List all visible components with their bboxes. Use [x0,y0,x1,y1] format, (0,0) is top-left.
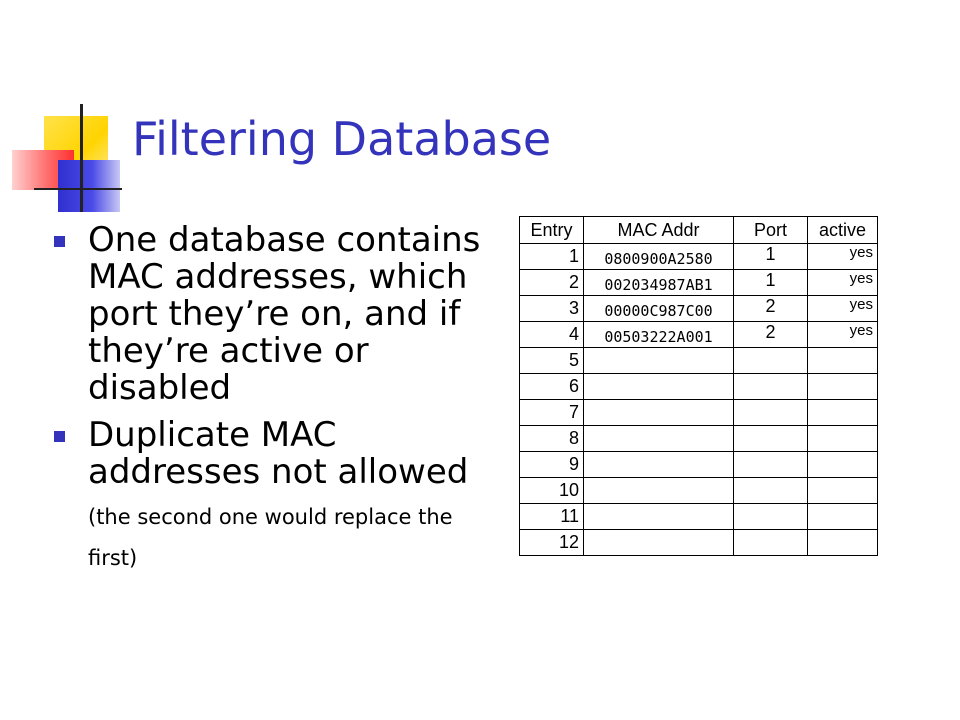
port-cell [734,504,808,530]
logo-blue-block [58,160,120,212]
active-cell [808,374,878,400]
table-row [520,426,878,452]
filtering-database-table [519,216,878,556]
mac-cell: 002034987AB1 [584,270,734,296]
mac-cell [584,478,734,504]
entry-cell: 6 [520,374,584,400]
header-port: Port [734,217,808,244]
mac-cell: 0800900A2580 [584,244,734,270]
active-cell [808,504,878,530]
entry-cell: 2 [520,270,584,296]
active-cell: yes [808,270,878,296]
header-entry: Entry [520,217,584,244]
bullet-item [52,417,482,577]
entry-cell: 4 [520,322,584,348]
port-cell: 2 [734,322,808,348]
header-active: active [808,217,878,244]
mac-cell: 00503222A001 [584,322,734,348]
table-row [520,530,878,556]
bullet-text: One database contains MAC addresses, which port they’re on, and if they’re active or disabled [88,220,481,408]
port-cell [734,478,808,504]
entry-cell: 7 [520,400,584,426]
port-cell [734,400,808,426]
bullet-list [52,222,482,587]
port-cell [734,452,808,478]
entry-cell: 10 [520,478,584,504]
active-cell [808,426,878,452]
active-cell [808,478,878,504]
port-cell: 1 [734,244,808,270]
port-cell [734,374,808,400]
active-cell [808,400,878,426]
entry-cell: 5 [520,348,584,374]
bullet-item [52,222,482,407]
table-row [520,244,878,270]
mac-cell [584,400,734,426]
table-row [520,270,878,296]
entry-cell: 1 [520,244,584,270]
port-cell: 2 [734,296,808,322]
table-row [520,504,878,530]
table-body [520,244,878,556]
mac-cell: 00000C987C00 [584,296,734,322]
table-row [520,374,878,400]
mac-cell [584,530,734,556]
square-bullet-icon [54,431,65,442]
mac-cell [584,348,734,374]
table-row [520,348,878,374]
entry-cell: 12 [520,530,584,556]
table-row [520,400,878,426]
mac-cell [584,504,734,530]
header-mac-addr: MAC Addr [584,217,734,244]
active-cell: yes [808,244,878,270]
port-cell [734,426,808,452]
active-cell [808,348,878,374]
entry-cell: 9 [520,452,584,478]
entry-cell: 11 [520,504,584,530]
logo-horizontal-line [34,188,122,190]
active-cell: yes [808,296,878,322]
bullet-note: (the second one would replace the first) [88,505,453,570]
table-row [520,322,878,348]
port-cell [734,348,808,374]
active-cell [808,452,878,478]
bullet-text: Duplicate MAC addresses not allowed [88,415,469,492]
active-cell [808,530,878,556]
entry-cell: 3 [520,296,584,322]
mac-cell [584,452,734,478]
port-cell: 1 [734,270,808,296]
mac-cell [584,426,734,452]
mac-cell [584,374,734,400]
slide-title: Filtering Database [132,112,552,166]
table-row [520,478,878,504]
table-row [520,296,878,322]
port-cell [734,530,808,556]
square-bullet-icon [54,236,65,247]
table-header-row [520,217,878,244]
table-row [520,452,878,478]
entry-cell: 8 [520,426,584,452]
logo-vertical-line [80,104,83,212]
active-cell: yes [808,322,878,348]
